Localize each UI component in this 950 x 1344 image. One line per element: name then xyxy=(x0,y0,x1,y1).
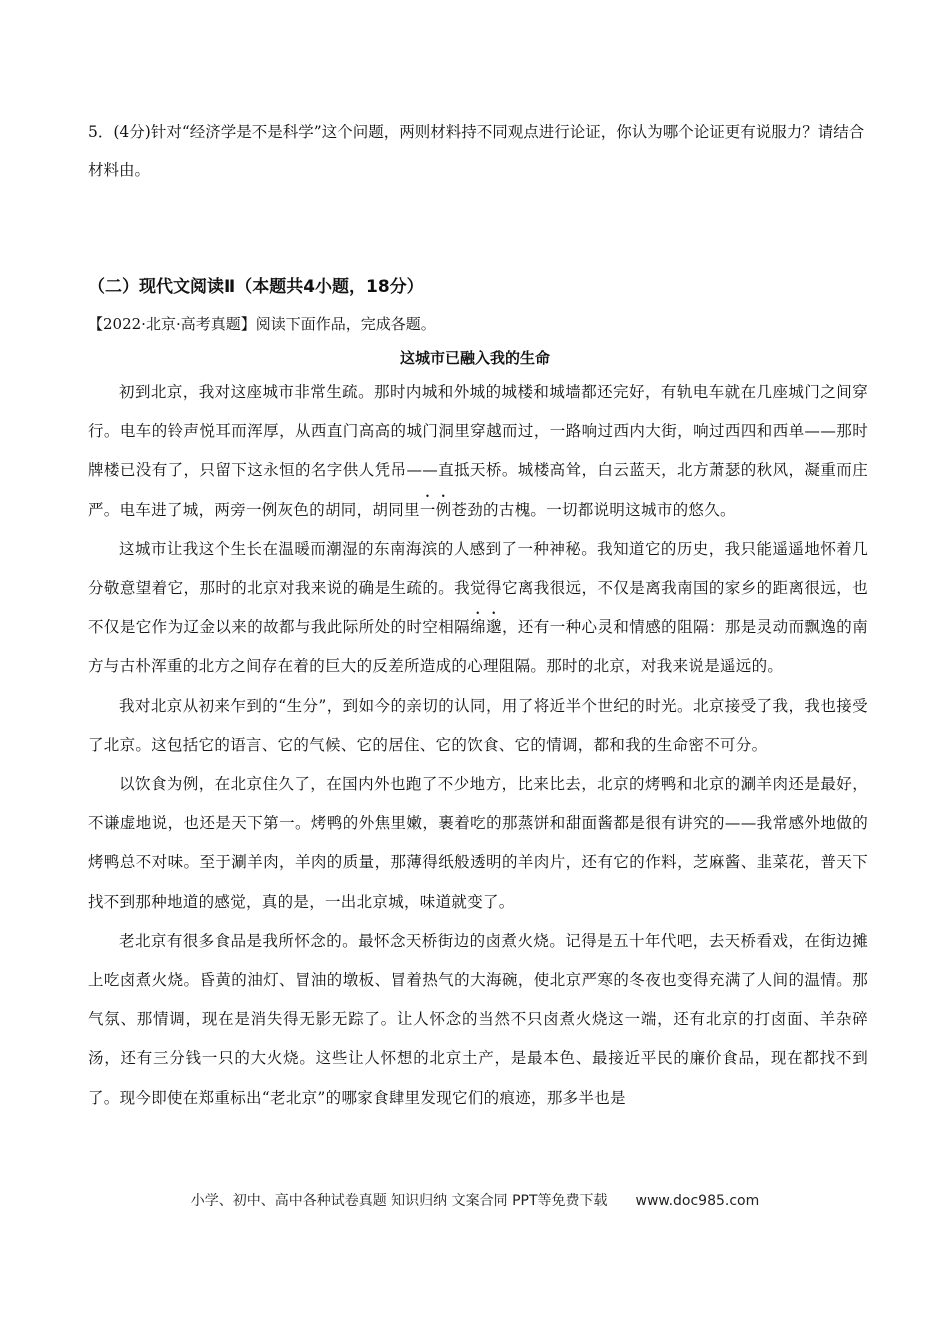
paragraph-2-text-b: ，还有一种心灵和情感的阻隔：那是灵动而飘逸的南方与古朴浑重的北方之间存在着的巨大的反差所造成的心理阻隔。那时的北京，对我来说是遥远的。 xyxy=(88,618,868,676)
paragraph-2 xyxy=(88,530,868,687)
question-points: (4分) xyxy=(113,123,151,141)
article-title: 这城市已融入我的生命 xyxy=(399,349,550,367)
section-title: （二）现代文阅读Ⅱ（本题共4小题，18分） xyxy=(88,277,424,297)
source-line: 【2022·北京·高考真题】阅读下面作品，完成各题。 xyxy=(88,315,436,333)
emphasized-word: 绵邈 xyxy=(470,618,502,637)
paragraph-1-text-b: 苍劲的古槐。一切都说明这城市的悠久。 xyxy=(451,500,736,519)
paragraph-1 xyxy=(88,373,868,530)
emphasized-word: 一例 xyxy=(419,500,452,519)
question-text: 针对“经济学是不是科学”这个问题，两则材料持不同观点进行论证，你认为哪个论证更有说服力？请结合材料由。 xyxy=(88,123,865,179)
paragraph-1-text-a: 初到北京，我对这座城市非常生疏。那时内城和外城的城楼和城墙都还完好，有轨电车就在几座城门之间穿行。电车的铃声悦耳而浑厚，从西直门高高的城门洞里穿越而过，一路响过西内大街，响过西四和西单——那时牌楼已没有了，只留下这永恒的名字供人凭吊——直抵天桥。城楼高耸，白云蓝天，北方萧瑟的秋风，凝重而庄严。电车进了城，两旁一例灰色的胡同，胡同里 xyxy=(88,383,868,519)
question-5 xyxy=(88,113,868,189)
paragraph-5: 老北京有很多食品是我所怀念的。最怀念天桥街边的卤煮火烧。记得是五十年代吧，去天桥看戏，在街边摊上吃卤煮火烧。昏黄的油灯、冒油的墩板、冒着热气的大海碗，使北京严寒的冬夜也变得充满了人间的温情。那气氛、那情调，现在是消失得无影无踪了。让人怀念的当然不只卤煮火烧这一端，还有北京的打卤面、羊杂碎汤，还有三分钱一只的大火烧。这些让人怀想的北京土产，是最本色、最接近平民的廉价食品，现在都找不到了。现今即使在郑重标出“老北京”的哪家食肆里发现它们的痕迹，那多半也是 xyxy=(88,931,868,1107)
article-body xyxy=(88,373,868,1118)
paragraph-2-text-a: 这城市让我这个生长在温暖而潮湿的东南海滨的人感到了一种神秘。我知道它的历史，我只能遥遥地怀着几分敬意望着它，那时的北京对我来说的确是生疏的。我觉得它离我很远，不仅是离我南国的家乡的距离很远，也不仅是它作为辽金以来的故都与我此际所处的时空相隔 xyxy=(88,539,868,637)
footer-text: 小学、初中、高中各种试卷真题 知识归纳 文案合同 PPT等免费下载 xyxy=(190,1193,608,1209)
page-footer xyxy=(0,1190,950,1210)
paragraph-3: 我对北京从初来乍到的“生分”，到如今的亲切的认同，用了将近半个世纪的时光。北京接受了我，我也接受了北京。这包括它的语言、它的气候、它的居住、它的饮食、它的情调，都和我的生命密不可分。 xyxy=(88,696,868,754)
paragraph-4: 以饮食为例，在北京住久了，在国内外也跑了不少地方，比来比去，北京的烤鸭和北京的涮羊肉还是最好，不谦虚地说，也还是天下第一。烤鸭的外焦里嫩，裹着吃的那蒸饼和甜面酱都是很有讲究的——我常感外地做的烤鸭总不对味。至于涮羊肉，羊肉的质量，那薄得纸般透明的羊肉片，还有它的作料，芝麻酱、韭菜花，普天下找不到那种地道的感觉，真的是，一出北京城，味道就变了。 xyxy=(88,775,868,911)
footer-site: www.doc985.com xyxy=(635,1193,760,1209)
question-number: 5． xyxy=(88,123,114,141)
